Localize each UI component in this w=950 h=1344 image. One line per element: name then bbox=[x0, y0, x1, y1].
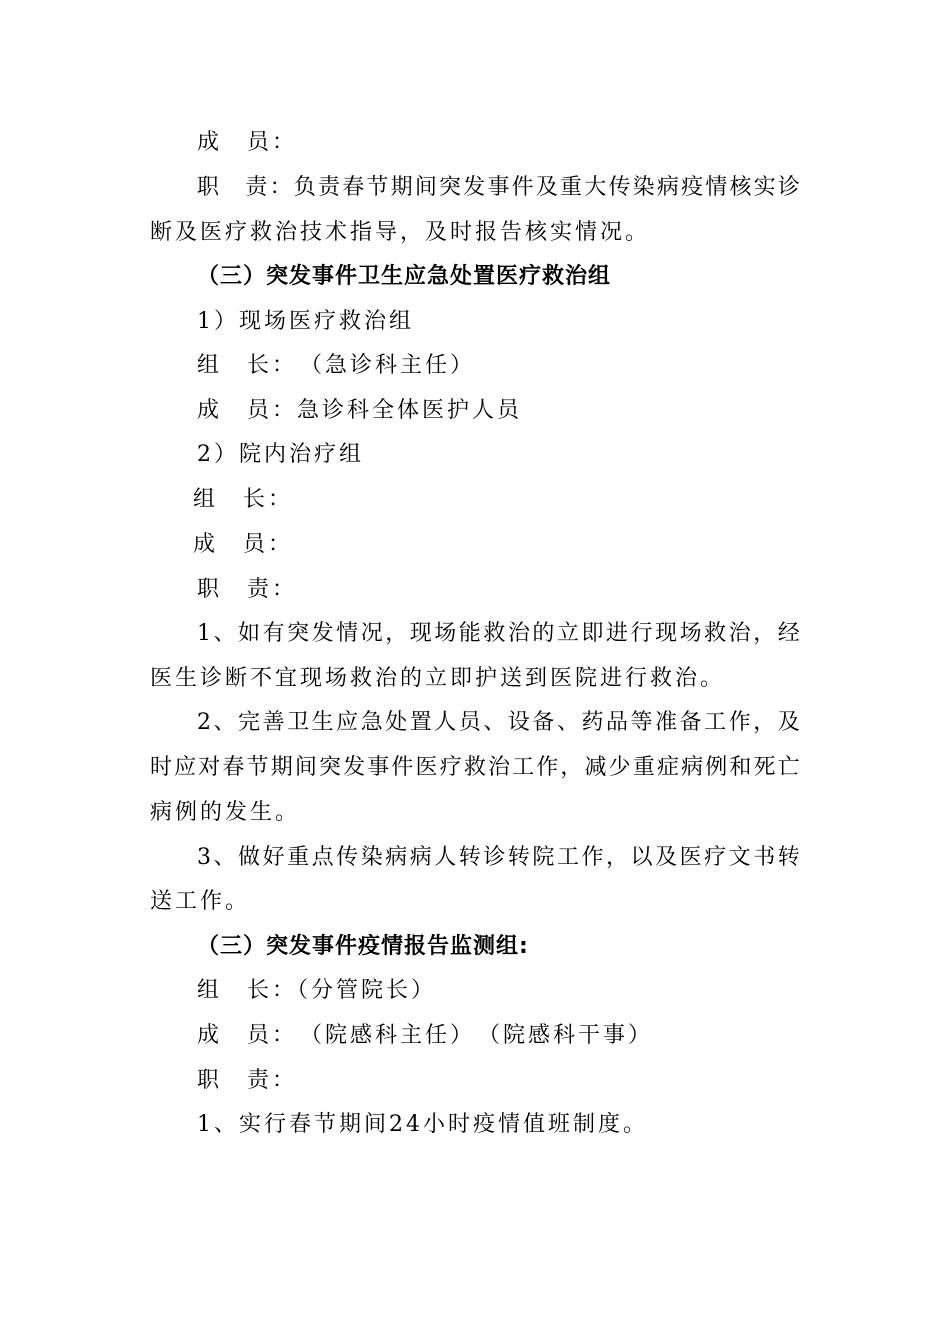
duty-item-3: 3 、 做 好 重 点 传 染 病 病 人 转 诊 转 院 工 作 ， 以 及 医 疗 文 书 转 bbox=[197, 845, 800, 870]
subsection-onsite-treatment: 1）现场医疗救治组 bbox=[197, 309, 414, 334]
duty-label-report: 职 责： bbox=[197, 1068, 298, 1093]
section-heading-epidemic-report: （三）突发事件疫情报告监测组: bbox=[197, 934, 529, 959]
duty-item-2-end: 病例的发生。 bbox=[150, 800, 301, 825]
leader-line-onsite: 组 长： （急诊科主任） bbox=[197, 353, 476, 378]
member-line-onsite: 成 员：急诊科全体医护人员 bbox=[197, 398, 523, 423]
duty-item-1: 1 、 如 有 突 发 情 况 ， 现 场 能 救 治 的 立 即 进 行 现 场 救 治 ， 经 bbox=[197, 621, 800, 646]
duty-item-2-continued: 时 应 对 春 节 期 间 突 发 事 件 医 疗 救 治 工 作 ， 减 少 重 症 病 例 和 死 亡 bbox=[150, 755, 800, 780]
member-line-report: 成 员： （院感科主任） （院感科干事） bbox=[197, 1023, 654, 1048]
duty-line-1: 职 责 ： 负 责 春 节 期 间 突 发 事 件 及 重 大 传 染 病 疫 情 核 实 诊 bbox=[197, 175, 800, 200]
subsection-inhospital-treatment: 2）院内治疗组 bbox=[197, 442, 364, 467]
member-line-inhospital: 成 员： bbox=[193, 532, 294, 557]
duty-item-1-continued: 医生诊断不宜现场救治的立即护送到医院进行救治。 bbox=[150, 666, 726, 691]
duty-item-2: 2 、 完 善 卫 生 应 急 处 置 人 员 、 设 备 、 药 品 等 准 备 工 作 ， 及 bbox=[197, 710, 800, 735]
member-line-1: 成 员： bbox=[197, 130, 298, 155]
duty-label-inhospital: 职 责： bbox=[197, 577, 298, 602]
duty-line-1-continued: 断及医疗救治技术指导，及时报告核实情况。 bbox=[150, 220, 651, 245]
duty-item-3-continued: 送工作。 bbox=[150, 889, 251, 914]
leader-line-inhospital: 组 长： bbox=[193, 487, 294, 512]
leader-line-report: 组 长：（分管院长） bbox=[197, 978, 437, 1003]
section-heading-medical-treatment: （三）突发事件卫生应急处置医疗救治组 bbox=[197, 264, 612, 289]
report-duty-item-1: 1、实行春节期间24小时疫情值班制度。 bbox=[197, 1112, 648, 1137]
